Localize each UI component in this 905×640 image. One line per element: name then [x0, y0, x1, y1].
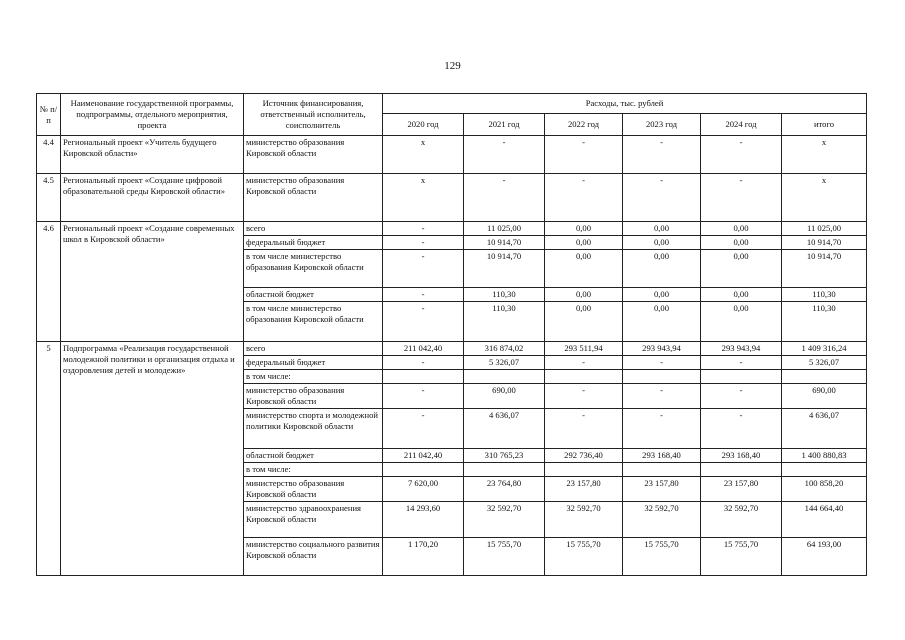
cell-value [464, 463, 545, 477]
row-source: федеральный бюджет [244, 356, 383, 370]
header-year: 2023 год [623, 114, 701, 136]
cell-value: 1 170,20 [383, 538, 464, 576]
cell-value: 293 511,94 [545, 342, 623, 356]
cell-value: - [623, 136, 701, 174]
cell-value: - [545, 136, 623, 174]
cell-value: 0,00 [545, 302, 623, 342]
cell-value: 11 025,00 [464, 222, 545, 236]
cell-value: - [383, 288, 464, 302]
row-source: министерство образования Кировской области [244, 174, 383, 222]
cell-value: 293 943,94 [623, 342, 701, 356]
row-number: 4.6 [37, 222, 61, 342]
cell-value: 5 326,07 [782, 356, 867, 370]
cell-value: - [383, 222, 464, 236]
cell-value: 32 592,70 [464, 502, 545, 538]
cell-value: x [383, 136, 464, 174]
cell-value: - [383, 236, 464, 250]
cell-value: - [623, 356, 701, 370]
cell-value: 15 755,70 [545, 538, 623, 576]
cell-value: - [545, 356, 623, 370]
row-name: Региональный проект «Создание современных школ в Кировской области» [61, 222, 244, 342]
cell-value: 110,30 [464, 302, 545, 342]
cell-value: 292 736,40 [545, 449, 623, 463]
cell-value: 0,00 [701, 302, 782, 342]
cell-value: 32 592,70 [545, 502, 623, 538]
cell-value [782, 463, 867, 477]
cell-value: 23 764,80 [464, 477, 545, 502]
cell-value: 23 157,80 [701, 477, 782, 502]
cell-value: x [782, 174, 867, 222]
cell-value: 110,30 [782, 288, 867, 302]
cell-value: 293 943,94 [701, 342, 782, 356]
header-year: 2020 год [383, 114, 464, 136]
cell-value: 316 874,02 [464, 342, 545, 356]
cell-value: 0,00 [545, 250, 623, 288]
row-number: 4.4 [37, 136, 61, 174]
header-year: 2024 год [701, 114, 782, 136]
cell-value [545, 370, 623, 384]
cell-value: 0,00 [701, 250, 782, 288]
cell-value: 23 157,80 [545, 477, 623, 502]
cell-value: 15 755,70 [464, 538, 545, 576]
cell-value: 0,00 [701, 288, 782, 302]
cell-value: 10 914,70 [464, 236, 545, 250]
cell-value: 0,00 [701, 222, 782, 236]
cell-value: - [464, 136, 545, 174]
cell-value: - [383, 356, 464, 370]
cell-value [545, 463, 623, 477]
cell-value: 0,00 [545, 288, 623, 302]
row-source: областной бюджет [244, 288, 383, 302]
header-year: 2022 год [545, 114, 623, 136]
cell-value: - [383, 250, 464, 288]
cell-value: 0,00 [623, 250, 701, 288]
cell-value: 0,00 [623, 236, 701, 250]
cell-value: 4 636,07 [782, 409, 867, 449]
cell-value: 310 765,23 [464, 449, 545, 463]
cell-value: 144 664,40 [782, 502, 867, 538]
cell-value: 10 914,70 [782, 250, 867, 288]
row-source: в том числе министерство образования Кировской области [244, 302, 383, 342]
cell-value: 23 157,80 [623, 477, 701, 502]
cell-value: 10 914,70 [464, 250, 545, 288]
cell-value: 690,00 [464, 384, 545, 409]
cell-value: 11 025,00 [782, 222, 867, 236]
row-source: министерство образования Кировской области [244, 384, 383, 409]
header-number: № п/п [37, 94, 61, 136]
cell-value: 0,00 [545, 222, 623, 236]
row-source: всего [244, 342, 383, 356]
cell-value [383, 370, 464, 384]
cell-value: 64 193,00 [782, 538, 867, 576]
row-name: Региональный проект «Создание цифровой образовательной среды Кировской области» [61, 174, 244, 222]
header-name: Наименование государственной программы, подпрограммы, отдельного мероприятия, проекта [61, 94, 244, 136]
cell-value: 110,30 [782, 302, 867, 342]
row-source: в том числе: [244, 370, 383, 384]
cell-value [464, 370, 545, 384]
cell-value: - [701, 136, 782, 174]
cell-value: - [701, 356, 782, 370]
cell-value: 5 326,07 [464, 356, 545, 370]
cell-value: 15 755,70 [623, 538, 701, 576]
cell-value: 293 168,40 [701, 449, 782, 463]
header-total: итого [782, 114, 867, 136]
row-source: в том числе министерство образования Кировской области [244, 250, 383, 288]
row-name: Подпрограмма «Реализация государственной молодежной политики и организация отдыха и оздоровления детей и молодежи» [61, 342, 244, 576]
cell-value: 0,00 [623, 222, 701, 236]
cell-value: 690,00 [782, 384, 867, 409]
cell-value [623, 463, 701, 477]
header-year: 2021 год [464, 114, 545, 136]
cell-value [782, 370, 867, 384]
row-source: министерство здравоохранения Кировской области [244, 502, 383, 538]
row-source: министерство спорта и молодежной политики Кировской области [244, 409, 383, 449]
cell-value: - [545, 384, 623, 409]
cell-value: 0,00 [701, 236, 782, 250]
cell-value: 7 620,00 [383, 477, 464, 502]
cell-value: - [383, 302, 464, 342]
cell-value: 32 592,70 [623, 502, 701, 538]
row-source: в том числе: [244, 463, 383, 477]
cell-value: 211 042,40 [383, 449, 464, 463]
row-source: областной бюджет [244, 449, 383, 463]
cell-value: - [701, 384, 782, 409]
cell-value: 1 409 316,24 [782, 342, 867, 356]
cell-value: - [545, 174, 623, 222]
cell-value: - [383, 409, 464, 449]
cell-value: x [782, 136, 867, 174]
cell-value: - [623, 384, 701, 409]
cell-value: - [623, 174, 701, 222]
cell-value: 10 914,70 [782, 236, 867, 250]
cell-value: 32 592,70 [701, 502, 782, 538]
cell-value: - [701, 409, 782, 449]
cell-value: 0,00 [545, 236, 623, 250]
cell-value: - [383, 384, 464, 409]
page-number: 129 [444, 60, 461, 72]
cell-value: 0,00 [623, 288, 701, 302]
cell-value: 4 636,07 [464, 409, 545, 449]
header-expenses: Расходы, тыс. рублей [383, 94, 867, 114]
cell-value: 0,00 [623, 302, 701, 342]
table-row [37, 174, 867, 222]
row-source: всего [244, 222, 383, 236]
cell-value: 293 168,40 [623, 449, 701, 463]
cell-value: 100 858,20 [782, 477, 867, 502]
cell-value: 110,30 [464, 288, 545, 302]
row-source: министерство образования Кировской области [244, 477, 383, 502]
cell-value: x [383, 174, 464, 222]
row-number: 5 [37, 342, 61, 576]
cell-value: - [545, 409, 623, 449]
cell-value [701, 463, 782, 477]
cell-value: 15 755,70 [701, 538, 782, 576]
cell-value: - [623, 409, 701, 449]
cell-value: 14 293,60 [383, 502, 464, 538]
row-number: 4.5 [37, 174, 61, 222]
row-source: федеральный бюджет [244, 236, 383, 250]
table-row [37, 136, 867, 174]
cell-value: - [464, 174, 545, 222]
row-source: министерство социального развития Кировской области [244, 538, 383, 576]
budget-table [36, 93, 867, 576]
row-name: Региональный проект «Учитель будущего Кировской области» [61, 136, 244, 174]
cell-value: 1 400 880,83 [782, 449, 867, 463]
table-row [37, 222, 867, 236]
cell-value: - [701, 174, 782, 222]
cell-value [701, 370, 782, 384]
cell-value: 211 042,40 [383, 342, 464, 356]
cell-value [623, 370, 701, 384]
header-source: Источник финансирования, ответственный исполнитель, соисполнитель [244, 94, 383, 136]
row-source: министерство образования Кировской области [244, 136, 383, 174]
table-row [37, 342, 867, 356]
cell-value [383, 463, 464, 477]
